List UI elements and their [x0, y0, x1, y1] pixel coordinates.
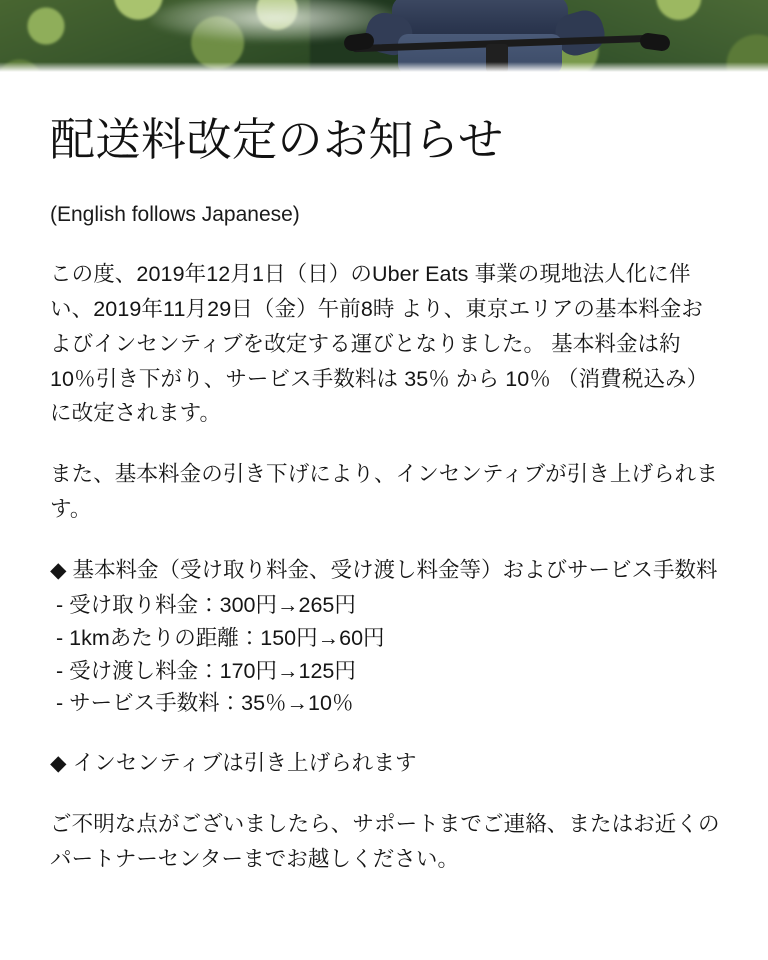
page-title: 配送料改定のお知らせ: [50, 114, 504, 165]
fee-item-list: [50, 589, 722, 720]
fee-section-heading: ◆ 基本料金（受け取り料金、受け渡し料金等）およびサービス手数料: [50, 557, 718, 582]
incentive-section-heading: ◆ インセンティブは引き上げられます: [50, 751, 417, 776]
list-item: - 1kmあたりの距離：150円→60円: [56, 626, 385, 650]
article-body: [0, 72, 768, 877]
hero-photo: [0, 0, 768, 72]
hero-bottom-fade: [0, 62, 768, 72]
intro-paragraph: この度、2019年12月1日（日）のUber Eats 事業の現地法人化に伴い、2019年11月29日（金）午前8時 より、東京エリアの基本料金およびインセンティブを改定する運びとなりました。 基本料金は約10％引き下がり、サービス手数料は 35％ から 10％ （消費税込み）に改定されます。: [50, 262, 709, 426]
list-item: - 受け取り料金：300円→265円: [56, 593, 356, 618]
list-item: - サービス手数料：35％→10％: [56, 691, 354, 716]
language-note: (English follows Japanese): [50, 202, 300, 226]
list-item: - 受け渡し料金：170円→125円: [56, 658, 356, 683]
incentive-paragraph: また、基本料金の引き下げにより、インセンティブが引き上げられます。: [50, 462, 718, 522]
closing-paragraph: ご不明な点がございましたら、サポートまでご連絡、またはお近くのパートナーセンターまでお越しください。: [50, 811, 720, 871]
